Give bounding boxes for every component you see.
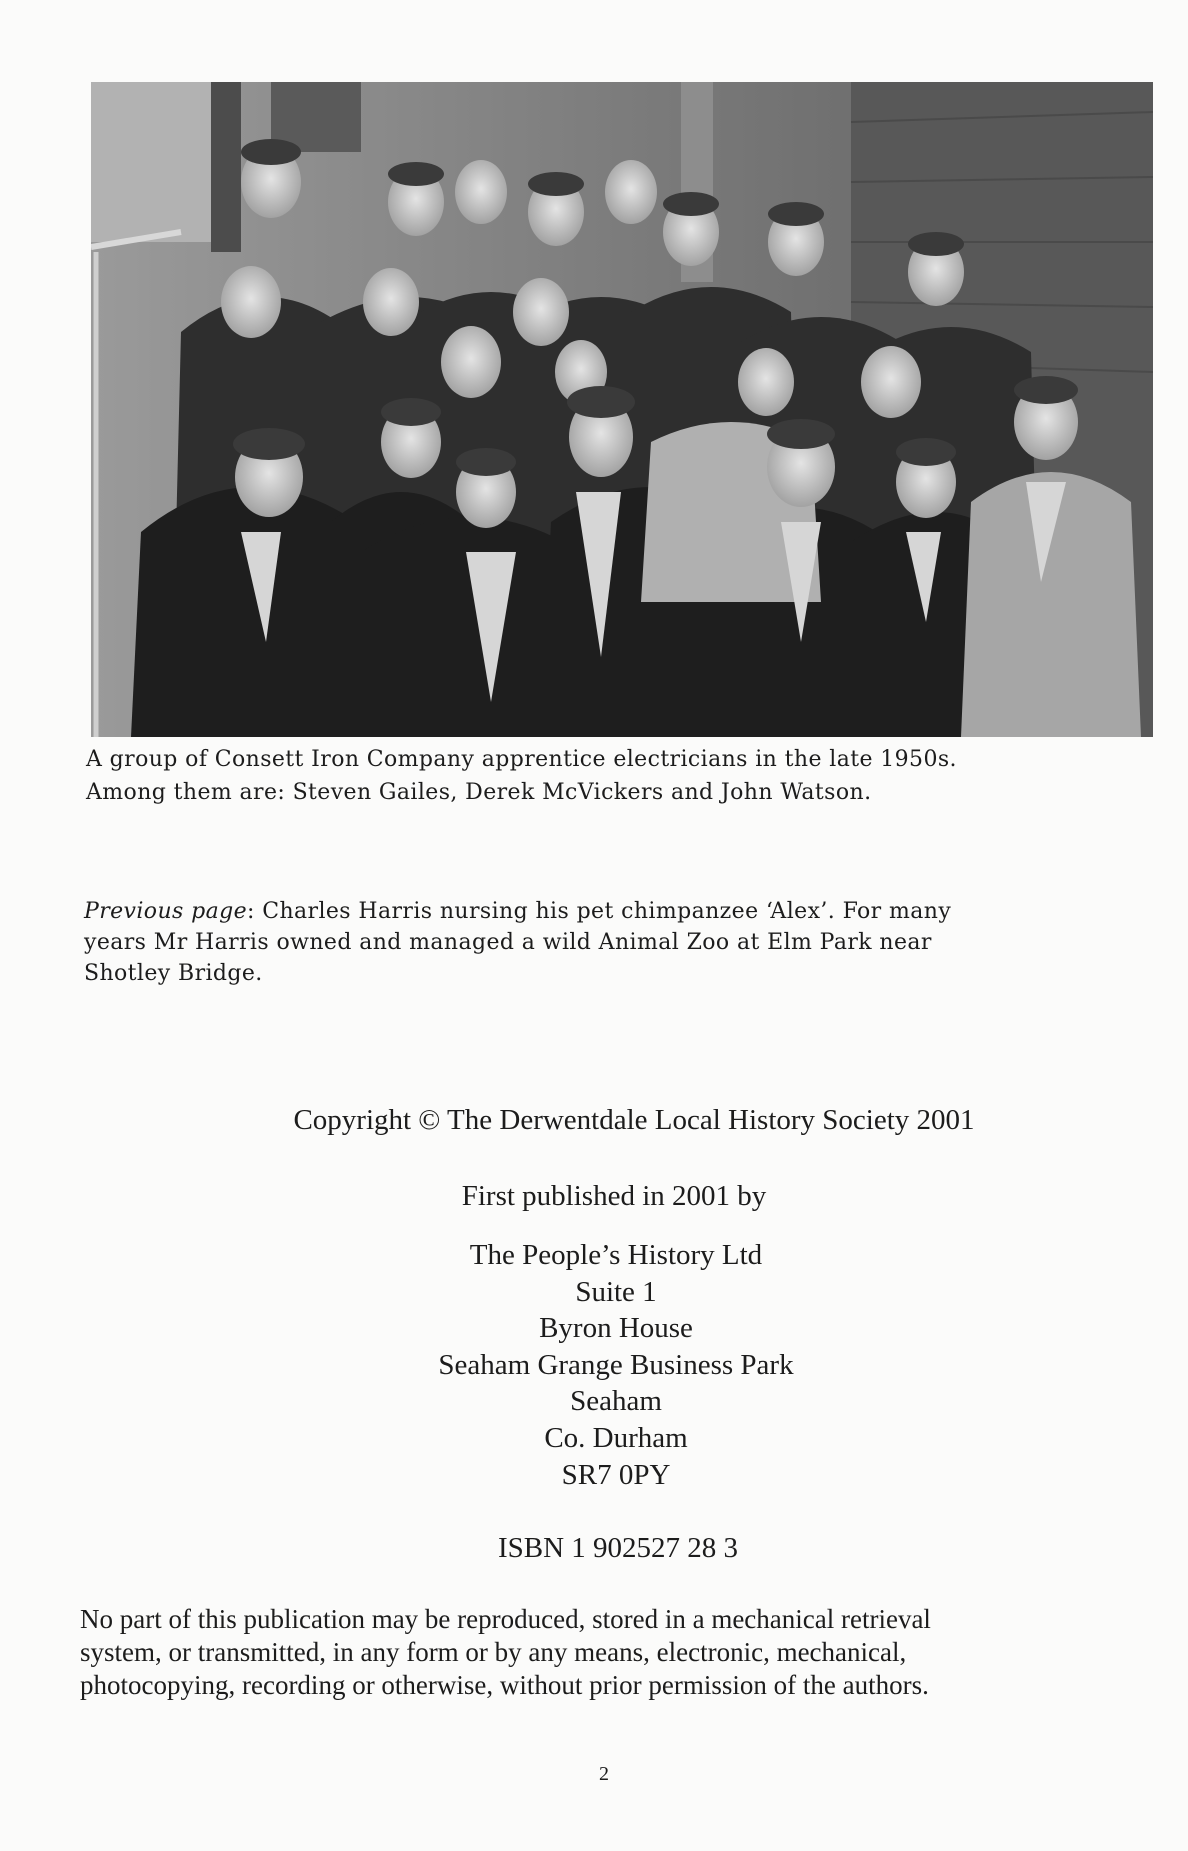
- page-number: 2: [599, 1763, 609, 1785]
- isbn: ISBN 1 902527 28 3: [497, 1532, 739, 1564]
- address-line: Suite 1: [575, 1275, 657, 1308]
- address-line: Co. Durham: [544, 1421, 688, 1454]
- previous-page-line-3: Shotley Bridge.: [84, 961, 263, 986]
- postcode: SR7 0PY: [561, 1458, 671, 1491]
- publisher-name: The People’s History Ltd: [469, 1239, 763, 1271]
- publisher-address: [22, 1237, 1188, 1493]
- photo-caption-line-2: Among them are: Steven Gailes, Derek McVickers and John Watson.: [86, 780, 872, 805]
- rights-notice: [80, 1603, 1140, 1702]
- first-published: First published in 2001 by: [461, 1180, 767, 1212]
- photo-caption-line-1: A group of Consett Iron Company apprentice electricians in the late 1950s.: [86, 747, 957, 772]
- rights-line-2: system, or transmitted, in any form or by any means, electronic, mechanical,: [80, 1637, 907, 1667]
- rights-line-1: No part of this publication may be reproduced, stored in a mechanical retrieval: [80, 1604, 931, 1634]
- rights-line-3: photocopying, recording or otherwise, without prior permission of the authors.: [80, 1670, 929, 1700]
- previous-page-note: [84, 896, 1124, 989]
- address-line: Seaham: [570, 1385, 662, 1418]
- previous-page-label: Previous page: [84, 899, 248, 924]
- address-line: Byron House: [539, 1312, 693, 1345]
- group-photo: [91, 82, 1153, 737]
- previous-page-line-1: Charles Harris nursing his pet chimpanzee ‘Alex’. For many: [254, 899, 952, 924]
- copyright-notice: Copyright © The Derwentdale Local History Society 2001: [293, 1104, 975, 1136]
- photo-caption: [86, 743, 1126, 809]
- previous-page-line-2: years Mr Harris owned and managed a wild Animal Zoo at Elm Park near: [84, 930, 932, 955]
- previous-page-separator: :: [247, 899, 255, 924]
- group-photo-icon: [91, 82, 1153, 737]
- address-line: Seaham Grange Business Park: [438, 1348, 794, 1381]
